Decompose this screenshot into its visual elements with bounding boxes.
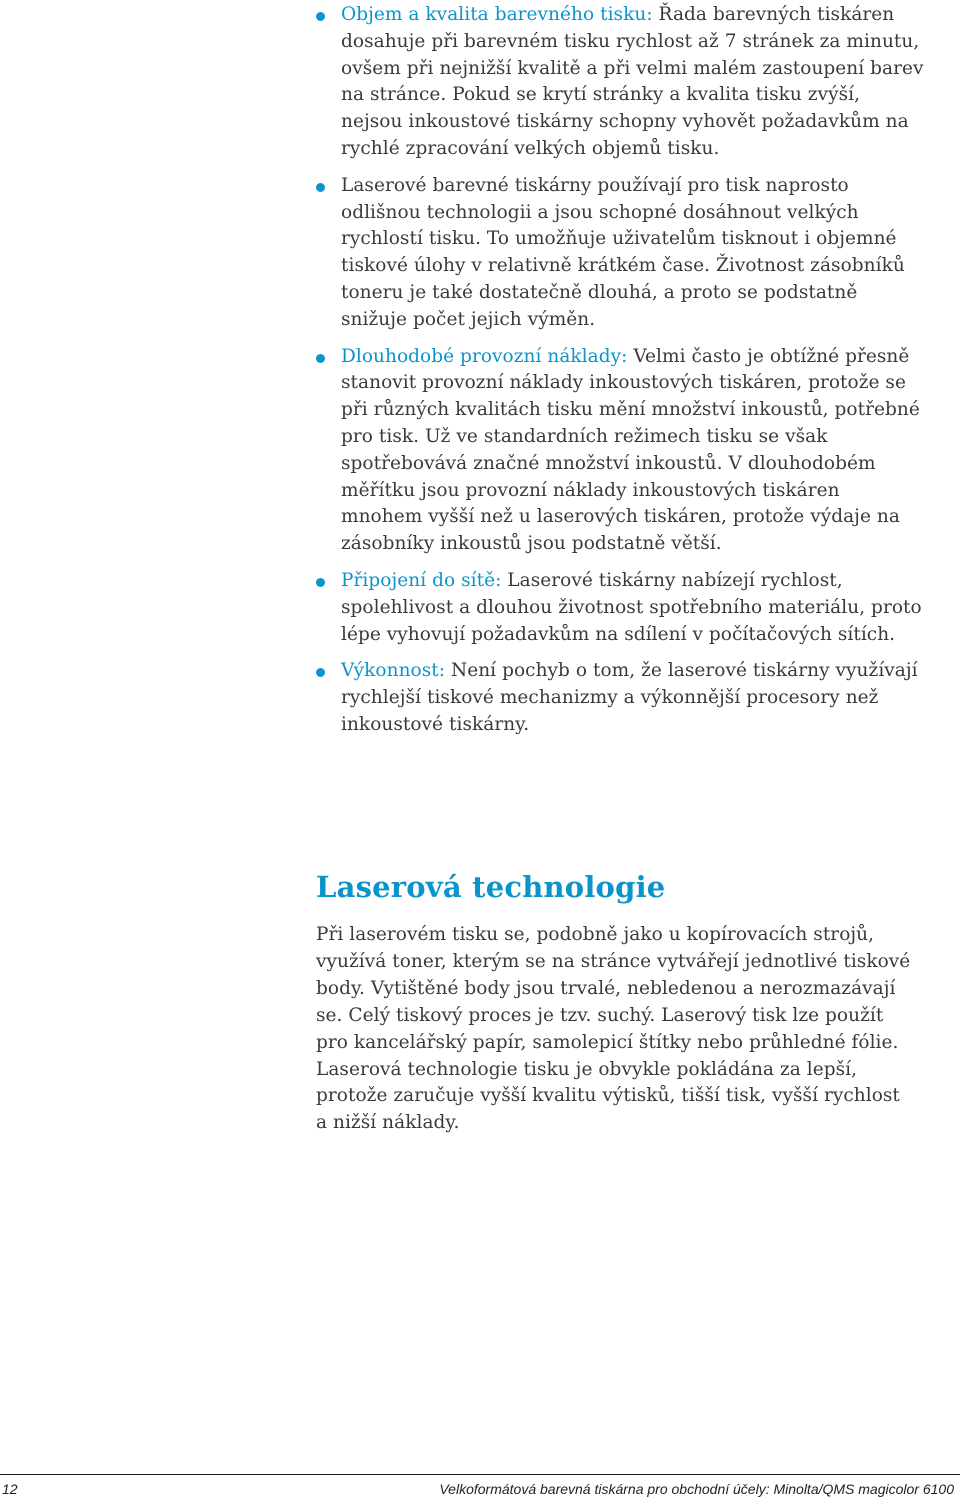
bullet-lead: Výkonnost: (341, 660, 446, 682)
bullet-item-color-print (0, 2, 926, 163)
bullet-text: Laserové barevné tiskárny používají pro tisk naprosto odlišnou technologii a jsou schopné dosáhnout velkých rychlostí tisku. To umožňuje uživatelům tisknout i objemné tiskové úlohy v relativně krátkém čase. Životnost zásobníků toneru je také dostatečně dlouhá, a proto se podstatně snižuje počet jejich výměn. (341, 174, 905, 330)
bullet-lead: Objem a kvalita barevného tisku: (341, 4, 653, 25)
page-footer (0, 1474, 960, 1504)
bullet-item-performance (0, 658, 926, 738)
page-number: 12 (2, 1481, 18, 1497)
bullet-dot-icon (316, 12, 325, 21)
bullet-dot-icon (316, 354, 325, 363)
bullet-text: Laserové tiskárny nabízejí rychlost, spolehlivost a dlouhou životnost spotřebního materiálu, proto lépe vyhovují požadavkům na sdílení v počítačových sítích. (341, 569, 922, 645)
bullet-text: Velmi často je obtížné přesně stanovit provozní náklady inkoustových tiskáren, protože se při různých kvalitách tisku mění množství inkoustů, potřebné pro tisk. Už ve standardních režimech tisku se však spotřebovává značné množství inkoustů. V dlouhodobém měřítku jsou provozní náklady inkoustových tiskáren mnohem vyšší než u laserových tiskáren, protože výdaje na zásobníky inkoustů jsou podstatně větší. (341, 345, 920, 555)
bullet-lead: Připojení do sítě: (341, 569, 502, 591)
bullet-text: Není pochyb o tom, že laserové tiskárny využívají rychlejší tiskové mechanizmy a výkonnější procesory než inkoustové tiskárny. (341, 660, 918, 735)
bullet-lead: Dlouhodobé provozní náklady: (341, 345, 628, 367)
bullet-item-laser-color (0, 173, 926, 334)
bullet-dot-icon (316, 183, 325, 192)
bullet-text: Řada barevných tiskáren dosahuje při barevném tisku rychlost až 7 stránek za minutu, ovšem při nejnižší kvalitě a při velmi malém zastoupení barev na stránce. Pokud se krytí stránky a kvalita tisku zvýší, nejsou inkoustové tiskárny schopny vyhovět požadavkům na rychlé zpracování velkých objemů tisku. (341, 4, 924, 159)
footer-title: Velkoformátová barevná tiskárna pro obchodní účely: Minolta/QMS magicolor 6100 (439, 1481, 954, 1497)
bullet-item-running-costs (0, 344, 926, 558)
section-heading: Laserová technologie (316, 870, 666, 904)
bullet-list (0, 2, 960, 749)
bullet-dot-icon (316, 668, 325, 677)
bullet-dot-icon (316, 578, 325, 587)
bullet-item-network (0, 568, 926, 648)
footer-divider (0, 1474, 960, 1475)
section-body: Při laserovém tisku se, podobně jako u kopírovacích strojů, využívá toner, kterým se na stránce vytvářejí jednotlivé tiskové body. Vytištěné body jsou trvalé, nebledenou a nerozmazávají se. Celý tiskový proces je tzv. suchý. Laserový tisk lze použít pro kancelářský papír, samolepicí štítky nebo průhledné fólie. Laserová technologie tisku je obvykle pokládána za lepší, protože zaručuje vyšší kvalitu výtisků, tišší tisk, vyšší rychlost a nižší náklady. (316, 924, 911, 1134)
